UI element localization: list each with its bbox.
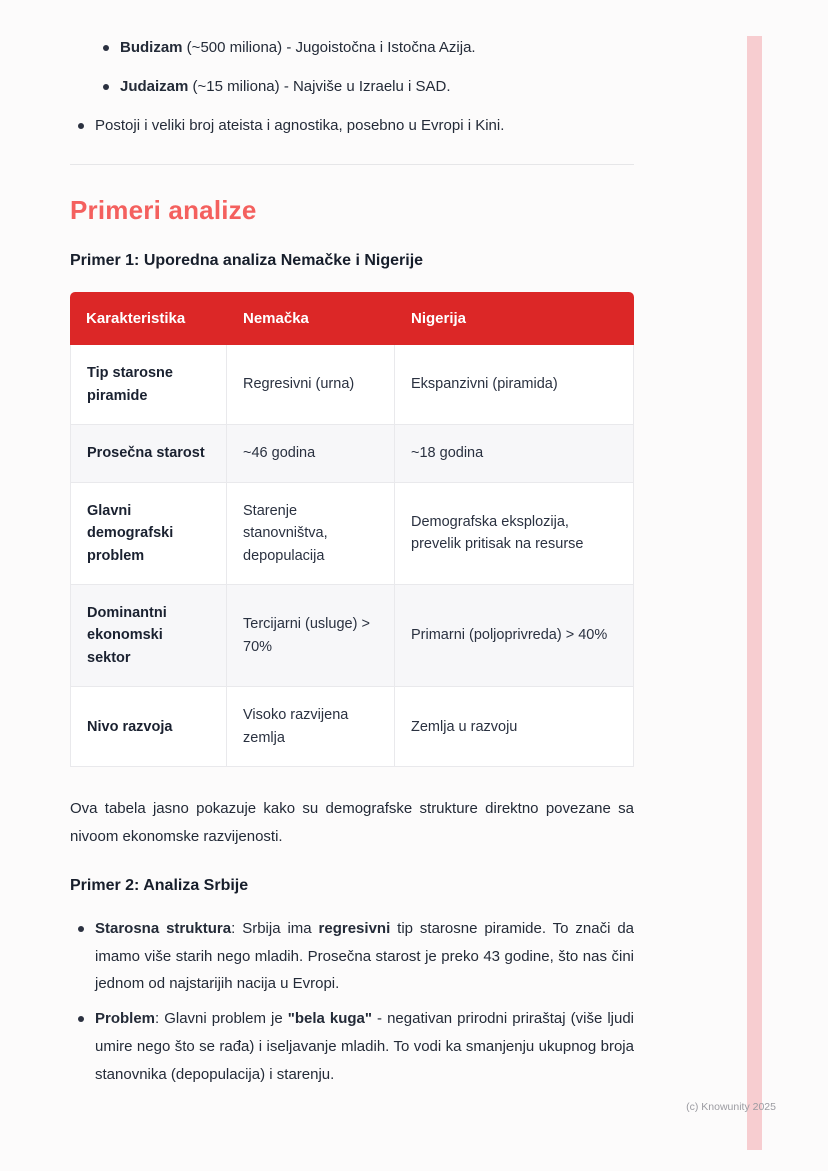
table-cell: Regresivni (urna) bbox=[227, 345, 395, 425]
table-cell: Ekspanzivni (piramida) bbox=[395, 345, 634, 425]
list-item-text: Problem: Glavni problem je "bela kuga" - negativan prirodni priraštaj (više ljudi umire nego što se rađa) i iseljavanje mladih. To vodi ka smanjenju ukupnog broja stanovnika (depopulacija) i starenju. bbox=[95, 1010, 635, 1083]
list-item-text: Postoji i veliki broj ateista i agnostika, posebno u Evropi i Kini. bbox=[95, 117, 505, 134]
table-cell-label: Tip starosne piramide bbox=[70, 345, 227, 425]
copyright-notice: (c) Knowunity 2025 bbox=[686, 1101, 776, 1113]
list-item-ateisti bbox=[70, 114, 634, 138]
table-cell-label: Glavni demografski problem bbox=[70, 483, 227, 585]
example2-title: Primer 2: Analiza Srbije bbox=[70, 876, 249, 894]
table-cell: Primarni (poljoprivreda) > 40% bbox=[395, 585, 634, 687]
table-cell: Demografska eksplozija, prevelik pritisak na resurse bbox=[395, 483, 634, 585]
table-cell: Visoko razvijena zemlja bbox=[227, 687, 395, 767]
list-item-text: Starosna struktura: Srbija ima regresivni tip starosne piramide. To znači da imamo više starih nego mladih. Prosečna starost je preko 43 godine, što nas čini jednom od najstarijih nacija u Evropi. bbox=[95, 919, 635, 993]
list-item-budizam bbox=[95, 36, 634, 60]
table-cell: Zemlja u razvoju bbox=[395, 687, 634, 767]
document-content bbox=[70, 0, 634, 1095]
table-cell: ~18 godina bbox=[395, 425, 634, 482]
table-row bbox=[70, 425, 634, 482]
table-cell: Starenje stanovništva, depopulacija bbox=[227, 483, 395, 585]
table-header-row bbox=[70, 292, 634, 345]
table-header-nigerija: Nigerija bbox=[395, 292, 634, 345]
table-cell: ~46 godina bbox=[227, 425, 395, 482]
comparison-table bbox=[70, 292, 634, 767]
example1-title: Primer 1: Uporedna analiza Nemačke i Nigerije bbox=[70, 252, 424, 270]
list-item-text: Budizam (~500 miliona) - Jugoistočna i Istočna Azija. bbox=[120, 39, 476, 56]
table-header-karakteristika: Karakteristika bbox=[70, 292, 227, 345]
table-row bbox=[70, 687, 634, 767]
atheist-note-list bbox=[70, 114, 634, 138]
table-cell-label: Dominantni ekonomski sektor bbox=[70, 585, 227, 687]
list-item-text: Judaizam (~15 miliona) - Najviše u Izraelu i SAD. bbox=[120, 78, 451, 95]
table-header-nemacka: Nemačka bbox=[227, 292, 395, 345]
table-row bbox=[70, 345, 634, 425]
table-note: Ova tabela jasno pokazuje kako su demografske strukture direktno povezane sa nivoom ekonomske razvijenosti. bbox=[70, 800, 634, 846]
table-cell-label: Nivo razvoja bbox=[70, 687, 227, 767]
list-item-problem bbox=[70, 1005, 634, 1088]
section-divider bbox=[70, 164, 634, 165]
list-item-starosna-struktura bbox=[70, 915, 634, 998]
table-cell-label: Prosečna starost bbox=[70, 425, 227, 482]
section-heading: Primeri analize bbox=[70, 195, 257, 225]
table-cell: Tercijarni (usluge) > 70% bbox=[227, 585, 395, 687]
page-margin-stripe bbox=[747, 36, 762, 1150]
religion-list bbox=[95, 36, 634, 99]
serbia-analysis-list bbox=[70, 915, 634, 1089]
table-row bbox=[70, 585, 634, 687]
list-item-judaizam bbox=[95, 75, 634, 99]
table-row bbox=[70, 483, 634, 585]
